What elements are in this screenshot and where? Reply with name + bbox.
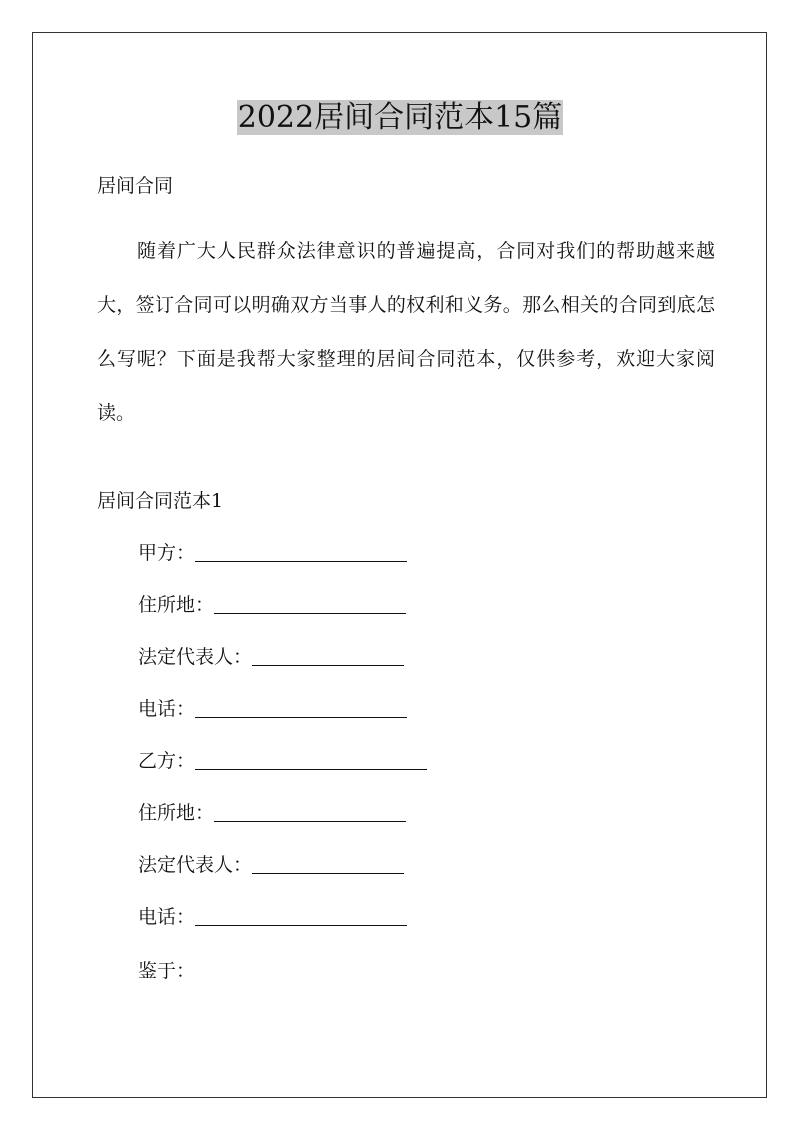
field-party-a (138, 539, 407, 567)
field-phone-b (138, 903, 407, 931)
blank-line (252, 645, 404, 666)
field-label: 法定代表人： (138, 854, 253, 876)
field-legal-rep-a (138, 643, 404, 671)
field-label: 电话： (138, 698, 196, 720)
field-legal-rep-b (138, 851, 404, 879)
field-address-b (138, 799, 406, 827)
field-label: 住所地： (138, 802, 215, 824)
blank-line (195, 905, 407, 926)
intro-paragraph: 随着广大人民群众法律意识的普遍提高，合同对我们的帮助越来越大，签订合同可以明确双方当事人的权利和义务。那么相关的合同到底怎么写呢？下面是我帮大家整理的居间合同范本，仅供参考，欢迎大家阅读。 (97, 240, 715, 424)
document-title (0, 96, 800, 140)
section-heading: 居间合同 (97, 175, 174, 197)
field-label: 乙方： (138, 750, 196, 772)
field-label: 住所地： (138, 594, 215, 616)
document-title-text: 2022居间合同范本15篇 (237, 100, 563, 135)
blank-line (195, 541, 407, 562)
blank-line (214, 593, 406, 614)
field-party-b (138, 747, 427, 775)
whereas-label: 鉴于： (138, 960, 196, 982)
field-phone-a (138, 695, 407, 723)
blank-line (195, 749, 427, 770)
blank-line (252, 853, 404, 874)
sample-heading: 居间合同范本1 (97, 490, 224, 512)
field-label: 甲方： (138, 542, 196, 564)
field-address-a (138, 591, 406, 619)
field-label: 法定代表人： (138, 646, 253, 668)
blank-line (214, 801, 406, 822)
blank-line (195, 697, 407, 718)
field-label: 电话： (138, 906, 196, 928)
